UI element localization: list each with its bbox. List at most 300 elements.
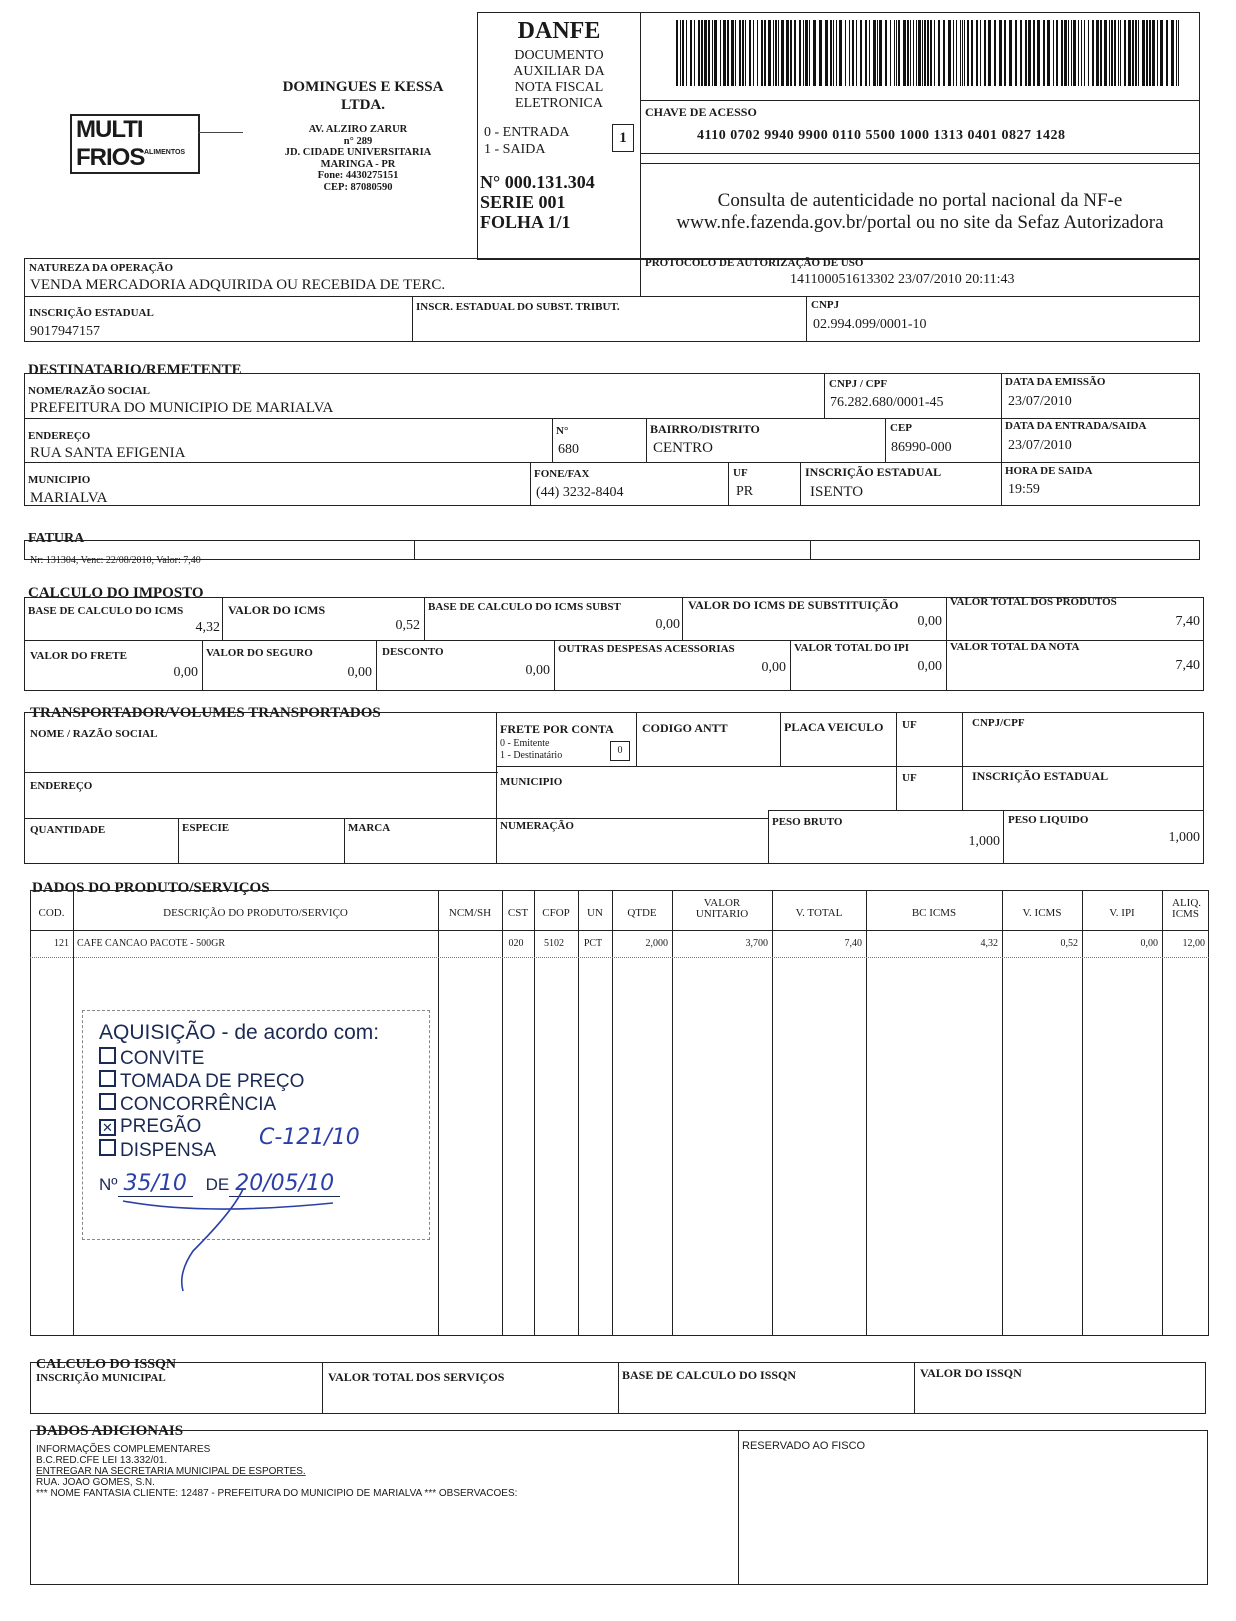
issqn-section: CALCULO DO ISSQN	[36, 1357, 177, 1372]
desconto-label: DESCONTO	[382, 646, 444, 658]
barcode-bar	[913, 20, 914, 86]
barcode-bar	[731, 20, 734, 86]
transportador-box	[24, 712, 1204, 864]
natureza-label: NATUREZA DA OPERAÇÃO	[29, 262, 174, 274]
natureza-box	[24, 258, 1200, 342]
barcode-bar	[745, 20, 746, 86]
total-nota-value: 7,40	[1175, 658, 1200, 673]
total-prod-label: VALOR TOTAL DOS PRODUTOS	[950, 596, 1117, 608]
peso-bruto-label: PESO BRUTO	[772, 816, 843, 828]
transp-endereco-label: ENDEREÇO	[30, 780, 93, 792]
barcode-bar	[735, 20, 736, 86]
barcode-bar	[934, 20, 935, 86]
barcode-bar	[1178, 20, 1179, 86]
dest-uf: PR	[736, 484, 754, 499]
total-prod-value: 7,40	[1175, 614, 1200, 629]
prod-cell-v-icms: 0,52	[1060, 938, 1078, 949]
stamp-opt5-label: DISPENSA	[120, 1140, 217, 1161]
stamp-opt4-label: PREGÃO	[120, 1116, 202, 1137]
barcode-bar	[849, 20, 850, 86]
barcode-bar	[938, 20, 940, 86]
barcode-bar	[1064, 20, 1067, 86]
issuer-address-district: JD. CIDADE UNIVERSITARIA	[284, 147, 432, 158]
barcode-bar	[839, 20, 842, 86]
logo-subtext: ALIMENTOS	[144, 149, 186, 156]
barcode-bar	[1015, 20, 1017, 86]
barcode-bar	[962, 20, 963, 86]
barcode-bar	[930, 20, 932, 86]
barcode-bar	[877, 20, 878, 86]
barcode-bar	[922, 20, 923, 86]
barcode-bar	[1142, 20, 1145, 86]
barcode-bar	[948, 20, 951, 86]
prod-cell-valor-unitario: 3,700	[745, 938, 768, 949]
prod-cell-v-ipi: 0,00	[1140, 938, 1158, 949]
danfe-tipo-box: 1	[612, 124, 634, 152]
stamp-opt2-label: TOMADA DE PREÇO	[120, 1071, 305, 1092]
info-complementares	[36, 1444, 517, 1499]
prod-header-descricao: DESCRIÇÃO DO PRODUTO/SERVIÇO	[163, 907, 348, 919]
issqn-servicos-label: VALOR TOTAL DOS SERVIÇOS	[328, 1370, 505, 1384]
barcode-bar	[1009, 20, 1012, 86]
barcode-bar	[1176, 20, 1177, 86]
info-line-5: *** NOME FANTASIA CLIENTE: 12487 - PREFEITURA DO MUNICIPIO DE MARIALVA *** OBSERVACOES:	[36, 1488, 518, 1499]
info-line-1: INFORMAÇÕES COMPLEMENTARES	[36, 1444, 211, 1455]
barcode-bar	[1118, 20, 1119, 86]
especie-label: ESPECIE	[182, 822, 230, 834]
natureza-value: VENDA MERCADORIA ADQUIRIDA OU RECEBIDA DE TERC.	[30, 277, 446, 293]
danfe-folha: FOLHA 1/1	[480, 212, 571, 232]
barcode-bar	[852, 20, 854, 86]
barcode-bar	[676, 20, 678, 86]
barcode-bar	[1100, 20, 1102, 86]
consulta-line1: Consulta de autenticidade no portal nacional da NF-e	[717, 190, 1123, 211]
dest-municipio-label: MUNICIPIO	[28, 474, 91, 486]
prod-cell-descricao: CAFE CANCAO PACOTE - 500GR	[77, 938, 225, 949]
dest-fone: (44) 3232-8404	[536, 485, 624, 500]
ipi-label: VALOR TOTAL DO IPI	[794, 642, 910, 654]
barcode-bar	[704, 20, 707, 86]
seguro-label: VALOR DO SEGURO	[206, 647, 313, 659]
barcode-bar	[768, 20, 771, 86]
prod-cell-aliq-icms: 12,00	[1182, 938, 1205, 949]
prod-header-cst: CST	[507, 907, 529, 919]
dest-entrada: 23/07/2010	[1008, 438, 1072, 453]
frete-conta-label: FRETE POR CONTA	[500, 722, 614, 736]
aquisicao-stamp	[82, 1010, 430, 1240]
prod-header-cfop: CFOP	[542, 907, 570, 919]
stamp-option-pregao: ✕ PREGÃO	[99, 1116, 201, 1138]
barcode-bar	[819, 20, 822, 86]
frete-value: 0,00	[173, 665, 198, 680]
barcode-bar	[794, 20, 796, 86]
prod-cell-bc-icms: 4,32	[980, 938, 998, 949]
danfe-saida: 1 - SAIDA	[484, 142, 546, 157]
barcode-bar	[907, 20, 909, 86]
barcode-bar	[786, 20, 789, 86]
barcode-bar	[686, 20, 687, 86]
danfe-subtitle	[477, 48, 641, 112]
prod-cell-cfop: 5102	[544, 938, 564, 949]
dest-cep: 86990-000	[891, 440, 952, 455]
frete-opt-emitente: 0 - Emitente	[500, 738, 550, 749]
dest-municipio: MARIALVA	[30, 490, 108, 506]
prod-cell-cod: 121	[54, 938, 69, 949]
barcode-bar	[1004, 20, 1006, 86]
barcode-bar	[984, 20, 986, 86]
fisco-label: RESERVADO AO FISCO	[742, 1440, 866, 1452]
barcode-bar	[778, 20, 779, 86]
barcode-bar	[1166, 20, 1168, 86]
stamp-num-value: 35/10	[118, 1171, 193, 1197]
prod-header-cod: COD.	[38, 907, 65, 919]
barcode-bar	[943, 20, 945, 86]
barcode-bar	[680, 20, 681, 86]
barcode-bar	[712, 20, 713, 86]
barcode-bar	[976, 20, 978, 86]
prod-header-bc-icms: BC ICMS	[911, 907, 957, 919]
info-line-3: ENTREGAR NA SECRETARIA MUNICIPAL DE ESPORTES.	[36, 1466, 306, 1477]
barcode-bar	[1135, 20, 1137, 86]
barcode-bar	[1152, 20, 1155, 86]
dest-ie-label: INSCRIÇÃO ESTADUAL	[805, 465, 942, 479]
dest-endereco: RUA SANTA EFIGENIA	[30, 445, 186, 461]
barcode-bar	[910, 20, 911, 86]
barcode-bar	[1146, 20, 1148, 86]
protocolo-value: 141100051613302 23/07/2010 20:11:43	[790, 272, 1015, 287]
dest-endereco-label: ENDEREÇO	[28, 430, 91, 442]
total-nota-label: VALOR TOTAL DA NOTA	[950, 641, 1080, 653]
issuer-name-line2: LTDA.	[340, 97, 386, 113]
barcode-bar	[971, 20, 973, 86]
icms-st-label: VALOR DO ICMS DE SUBSTITUIÇÃO	[688, 598, 899, 612]
barcode-bar	[967, 20, 969, 86]
barcode-bar	[825, 20, 828, 86]
ie-st-label: INSCR. ESTADUAL DO SUBST. TRIBUT.	[416, 301, 620, 313]
consulta-text	[640, 190, 1200, 234]
barcode-bar	[799, 20, 801, 86]
barcode-bar	[865, 20, 867, 86]
issuer-name	[268, 78, 458, 114]
barcode-bar	[1061, 20, 1063, 86]
barcode-bar	[873, 20, 876, 86]
barcode-bar	[1043, 20, 1045, 86]
prod-header-ncm: NCM/SH	[448, 907, 492, 919]
prod-cell-qtde: 2,000	[645, 938, 668, 949]
barcode-bar	[896, 20, 897, 86]
desconto-value: 0,00	[525, 663, 550, 678]
transp-municipio-label: MUNICIPIO	[500, 776, 563, 788]
destinatario-section: DESTINATARIO/REMETENTE	[28, 362, 242, 378]
transp-cnpj-label: CNPJ/CPF	[972, 717, 1025, 729]
barcode	[676, 20, 1180, 86]
barcode-bar	[1104, 20, 1107, 86]
barcode-bar	[1056, 20, 1058, 86]
barcode-bar	[749, 20, 751, 86]
issuer-logo	[70, 112, 200, 171]
barcode-bar	[1128, 20, 1131, 86]
adicionais-section: DADOS ADICIONAIS	[36, 1423, 184, 1439]
barcode-bar	[720, 20, 721, 86]
barcode-bar	[1028, 20, 1031, 86]
cnpj-label: CNPJ	[811, 299, 840, 311]
frete-label: VALOR DO FRETE	[30, 650, 127, 662]
quantidade-label: QUANTIDADE	[30, 824, 106, 836]
barcode-bar	[860, 20, 862, 86]
transp-uf2-label: UF	[902, 772, 917, 784]
prod-header-v-ipi: V. IPI	[1109, 907, 1135, 919]
dest-nome: PREFEITURA DO MUNICIPIO DE MARIALVA	[30, 400, 334, 416]
prod-header-valor-unitario: VALOR UNITARIO	[695, 897, 749, 920]
dest-cep-label: CEP	[890, 422, 912, 434]
barcode-bar	[1081, 20, 1082, 86]
logo-text: MULTI FRIOS	[70, 114, 200, 174]
peso-liquido-value: 1,000	[1168, 830, 1200, 845]
stamp-signature-graphic	[83, 1011, 429, 1311]
issuer-address-city: MARINGA - PR	[320, 158, 396, 170]
antt-label: CODIGO ANTT	[642, 721, 728, 735]
bc-icms-value: 4,32	[195, 620, 220, 635]
dest-cnpj: 76.282.680/0001-45	[830, 395, 944, 410]
barcode-bar	[999, 20, 1002, 86]
barcode-bar	[924, 20, 926, 86]
barcode-bar	[1124, 20, 1126, 86]
barcode-bar	[1114, 20, 1116, 86]
prod-header-aliq-icms: ALIQ. ICMS	[1172, 897, 1202, 920]
imposto-section: CALCULO DO IMPOSTO	[28, 585, 204, 601]
seguro-value: 0,00	[347, 665, 372, 680]
info-line-2: B.C.RED.CFE LEI 13.332/01.	[36, 1455, 168, 1466]
barcode-bar	[701, 20, 703, 86]
logo-tail-line	[198, 132, 243, 133]
outras-value: 0,00	[761, 660, 786, 675]
barcode-bar	[1111, 20, 1113, 86]
barcode-bar	[764, 20, 766, 86]
fatura-value: Nr: 131304, Venc: 22/08/2010, Valor: 7,40	[30, 555, 201, 566]
barcode-bar	[903, 20, 906, 86]
barcode-bar	[809, 20, 810, 86]
barcode-bar	[803, 20, 804, 86]
barcode-bar	[1053, 20, 1054, 86]
stamp-date-value: 20/05/10	[229, 1171, 340, 1197]
produtos-section: DADOS DO PRODUTO/SERVIÇOS	[32, 880, 270, 896]
peso-bruto-value: 1,000	[968, 834, 1000, 849]
barcode-bar	[694, 20, 695, 86]
barcode-bar	[1120, 20, 1121, 86]
dest-fone-label: FONE/FAX	[534, 468, 590, 480]
danfe-subtitle-3: NOTA FISCAL	[514, 80, 604, 95]
barcode-bar	[1037, 20, 1040, 86]
danfe-subtitle-2: AUXILIAR DA	[513, 64, 605, 79]
barcode-bar	[1149, 20, 1151, 86]
barcode-bar	[698, 20, 700, 86]
stamp-opt3-label: CONCORRÊNCIA	[120, 1094, 277, 1115]
stamp-handwritten-ref: C-121/10	[259, 1125, 360, 1150]
outras-label: OUTRAS DESPESAS ACESSORIAS	[558, 643, 735, 655]
barcode-bar	[723, 20, 726, 86]
issqn-im-label: INSCRIÇÃO MUNICIPAL	[36, 1372, 166, 1384]
barcode-bar	[1138, 20, 1139, 86]
issqn-base-label: BASE DE CALCULO DO ISSQN	[622, 1368, 797, 1382]
barcode-bar	[1109, 20, 1110, 86]
barcode-bar	[1160, 20, 1163, 86]
barcode-bar	[898, 20, 900, 86]
icms-value: 0,52	[395, 618, 420, 633]
protocolo-label: PROTOCOLO DE AUTORIZAÇÃO DE USO	[645, 257, 864, 269]
stamp-de: DE	[205, 1175, 230, 1194]
barcode-bar	[805, 20, 808, 86]
barcode-bar	[988, 20, 991, 86]
barcode-bar	[916, 20, 917, 86]
barcode-bar	[1020, 20, 1022, 86]
dest-bairro-label: BAIRRO/DISTRITO	[650, 422, 760, 436]
prod-cell-un: PCT	[583, 938, 603, 949]
dest-bairro: CENTRO	[653, 440, 713, 456]
cnpj-value: 02.994.099/0001-10	[813, 317, 927, 332]
transp-nome-label: NOME / RAZÃO SOCIAL	[30, 728, 158, 740]
barcode-bar	[894, 20, 895, 86]
dest-cnpj-label: CNPJ / CPF	[829, 378, 888, 390]
placa-label: PLACA VEICULO	[784, 720, 884, 734]
ipi-value: 0,00	[917, 659, 942, 674]
barcode-bar	[790, 20, 792, 86]
barcode-bar	[845, 20, 846, 86]
consulta-line2: www.nfe.fazenda.gov.br/portal ou no site da Sefaz Autorizadora	[676, 212, 1164, 233]
prod-header-qtde: QTDE	[627, 907, 657, 919]
barcode-bar	[964, 20, 965, 86]
danfe-serie: SERIE 001	[480, 192, 566, 212]
danfe-subtitle-4: ELETRONICA	[515, 96, 603, 111]
fatura-section: FATURA	[28, 531, 85, 546]
stamp-num-prefix: Nº	[99, 1175, 118, 1194]
barcode-bar	[708, 20, 710, 86]
danfe-number	[480, 172, 595, 232]
barcode-bar	[773, 20, 774, 86]
issuer-name-line1: DOMINGUES E KESSA	[282, 79, 444, 95]
barcode-bar	[953, 20, 954, 86]
barcode-bar	[980, 20, 981, 86]
barcode-bar	[879, 20, 882, 86]
dest-hora: 19:59	[1008, 482, 1040, 497]
barcode-bar	[856, 20, 857, 86]
icms-label: VALOR DO ICMS	[228, 603, 326, 617]
barcode-bar	[956, 20, 957, 86]
barcode-bar	[1047, 20, 1050, 86]
barcode-bar	[994, 20, 996, 86]
icms-st-value: 0,00	[917, 614, 942, 629]
dest-ie: ISENTO	[810, 484, 864, 500]
transp-ie-label: INSCRIÇÃO ESTADUAL	[972, 769, 1109, 783]
barcode-bar	[830, 20, 832, 86]
issuer-address-number: n° 289	[343, 135, 373, 147]
dest-uf-label: UF	[733, 467, 748, 479]
stamp-title: AQUISIÇÃO - de acordo com:	[99, 1021, 380, 1044]
barcode-bar	[1132, 20, 1134, 86]
barcode-bar	[1157, 20, 1158, 86]
info-line-4: RUA. JOAO GOMES, S.N.	[36, 1477, 155, 1488]
issqn-valor-label: VALOR DO ISSQN	[920, 1366, 1022, 1380]
barcode-bar	[1171, 20, 1174, 86]
issuer-phone: Fone: 4430275151	[317, 170, 399, 181]
dest-hora-label: HORA DE SAIDA	[1005, 465, 1093, 477]
numeracao-label: NUMERAÇÃO	[500, 820, 574, 832]
issuer-address	[258, 124, 458, 193]
barcode-bar	[690, 20, 692, 86]
dest-emissao-label: DATA DA EMISSÃO	[1005, 376, 1106, 388]
barcode-bar	[813, 20, 816, 86]
barcode-bar	[1096, 20, 1099, 86]
bc-st-label: BASE DE CALCULO DO ICMS SUBST	[428, 601, 621, 613]
prod-cell-cst: 020	[508, 938, 524, 949]
barcode-bar	[727, 20, 729, 86]
dest-numero-label: N°	[556, 425, 569, 437]
chave-value: 4110 0702 9940 9900 0110 5500 1000 1313 0401 0827 1428	[697, 128, 1066, 143]
danfe-subtitle-1: DOCUMENTO	[514, 48, 604, 63]
barcode-bar	[918, 20, 921, 86]
barcode-bar	[833, 20, 834, 86]
barcode-bar	[1088, 20, 1089, 86]
prod-header-v-icms: V. ICMS	[1022, 907, 1062, 919]
bc-st-value: 0,00	[655, 617, 680, 632]
barcode-bar	[1068, 20, 1069, 86]
barcode-bar	[775, 20, 777, 86]
dest-entrada-label: DATA DA ENTRADA/SAIDA	[1005, 420, 1147, 432]
peso-liquido-label: PESO LIQUIDO	[1008, 814, 1089, 826]
dest-emissao: 23/07/2010	[1008, 394, 1072, 409]
barcode-bar	[1084, 20, 1085, 86]
barcode-bar	[742, 20, 744, 86]
dest-nome-label: NOME/RAZÃO SOCIAL	[28, 385, 150, 397]
stamp-opt1-label: CONVITE	[120, 1048, 205, 1069]
prod-header-v-total: V. TOTAL	[795, 907, 843, 919]
barcode-bar	[761, 20, 763, 86]
chave-label: CHAVE DE ACESSO	[645, 105, 757, 119]
ie-value: 9017947157	[30, 324, 100, 339]
bc-icms-label: BASE DE CALCULO DO ICMS	[28, 605, 184, 617]
transportador-section: TRANSPORTADOR/VOLUMES TRANSPORTADOS	[30, 705, 381, 721]
ie-label: INSCRIÇÃO ESTADUAL	[29, 307, 154, 319]
frete-opt-destinatario: 1 - Destinatário	[500, 750, 563, 761]
barcode-bar	[682, 20, 684, 86]
danfe-numero: N° 000.131.304	[480, 172, 595, 192]
danfe-entrada: 0 - ENTRADA	[484, 125, 570, 140]
barcode-bar	[927, 20, 929, 86]
barcode-bar	[1033, 20, 1035, 86]
barcode-bar	[714, 20, 717, 86]
issuer-cep: CEP: 87080590	[323, 181, 393, 193]
barcode-bar	[757, 20, 758, 86]
danfe-title: DANFE	[517, 18, 601, 44]
prod-header-un: UN	[587, 907, 603, 919]
dest-numero: 680	[558, 442, 579, 457]
barcode-bar	[781, 20, 784, 86]
barcode-bar	[1078, 20, 1079, 86]
barcode-bar	[753, 20, 754, 86]
barcode-bar	[960, 20, 961, 86]
barcode-bar	[836, 20, 837, 86]
barcode-bar	[885, 20, 887, 86]
barcode-bar	[890, 20, 891, 86]
barcode-bar	[1025, 20, 1027, 86]
marca-label: MARCA	[348, 822, 391, 834]
barcode-bar	[869, 20, 870, 86]
issuer-address-street: AV. ALZIRO ZARUR	[308, 124, 408, 135]
transp-uf-label: UF	[902, 719, 917, 731]
barcode-bar	[1071, 20, 1072, 86]
barcode-bar	[1092, 20, 1094, 86]
barcode-bar	[1073, 20, 1076, 86]
barcode-bar	[739, 20, 741, 86]
